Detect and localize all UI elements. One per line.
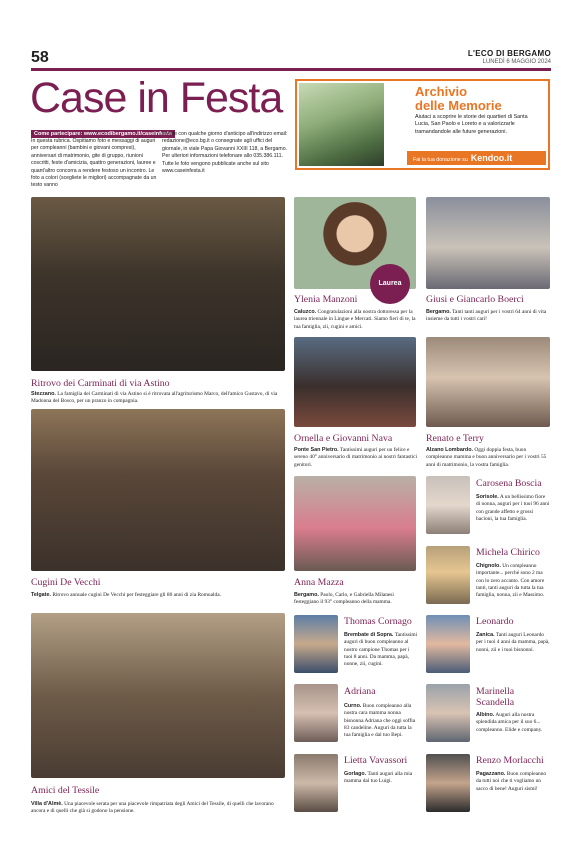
entry-name-ornella: Ornella e Giovanni Nava (294, 433, 393, 444)
intro-text-col2: inviate con qualche giorno d'anticipo all'indirizzo email: redazione@eco.bg.it o consegnate agli uffici del giornale, in viale Papa Giovanni XXIII 118, a Bergamo. Per ulteriori informazioni telefonare allo 035.386.111. Tutte le foto vengono pubblicate anche sul sito www.caseinfesta.it (162, 131, 288, 175)
entry-text-carosena: Sorisole. A un bellissimo fiore di nonna, auguri per i tuoi 96 anni con grande affetto e grossi bacioni, la tua famiglia. (476, 494, 550, 522)
entry-text-carminati: Stezzano. La famiglia dei Carminati di via Astino si è ritrovata all'agriturismo Marco, dell'amico Gustavo, di via Madonna del Bosco, per un pranzo in compagnia. (31, 391, 278, 405)
photo-de-vecchi (31, 409, 285, 571)
photo-renzo (426, 754, 470, 812)
entry-text-renato: Alzano Lombardo. Oggi doppia festa, buon compleanno mamma e buon anniversario per i vostri 55 anni di matrimonio, la vostra famiglia. (426, 447, 547, 468)
entry-name-carminati: Ritrovo dei Carminati di via Astino (31, 378, 170, 389)
entry-name-thomas: Thomas Cornago (344, 616, 412, 627)
photo-marinella (426, 684, 470, 742)
kendoo-logo: Kendoo.it (470, 153, 513, 163)
header-rule (31, 68, 551, 71)
archive-ad[interactable] (295, 79, 550, 170)
archive-ad-text: Aiutaci a scoprire le storie dei quartieri di Santa Lucia, San Paolo e Loreto e a valorizzarle tramandandole alle future generazioni. (415, 114, 528, 135)
entry-text-marinella: Albino. Auguri alla nostra splendida amica per il suo 6... compleanno. Elide e company. (476, 712, 543, 733)
photo-giusi (426, 197, 550, 289)
entry-name-ylenia: Ylenia Manzoni (294, 294, 358, 305)
publication-date: LUNEDÌ 6 MAGGIO 2024 (482, 59, 551, 65)
entry-text-thomas: Brembate di Sopra. Tantissimi auguri di buon compleanno al nostro campione Thomas per i tuoi 8 anni. Da mamma, papà, nonne, zii, cugini. (344, 632, 418, 668)
archive-ad-title: Archivio delle Memorie (415, 84, 502, 113)
photo-anna (294, 476, 416, 571)
page-number: 58 (31, 49, 49, 66)
archive-ad-photo (299, 83, 384, 166)
photo-ornella (294, 337, 416, 427)
entry-text-adriana: Curno. Buon compleanno alla nostra cara mamma nonna bisnonna Adriana che oggi soffia 83 candeline. Auguri da tutta la tua famiglia e dal tuo Bepi. (344, 703, 416, 739)
entry-name-anna: Anna Mazza (294, 577, 344, 588)
photo-carosena (426, 476, 470, 534)
entry-text-de-vecchi: Telgate. Ritrovo annuale cugini De Vecchi per festeggiare gli 80 anni di zia Romualda. (31, 592, 221, 598)
entry-name-renzo: Renzo Morlacchi (476, 755, 544, 766)
entry-text-michela: Chignolo. Un compleanno importante... perché sono 2 ma con lo zero accanto. Con amore tanti, tanti auguri da tutta la tua famiglia, nonna, zii e Massimo. (476, 563, 545, 599)
entry-name-de-vecchi: Cugini De Vecchi (31, 577, 101, 588)
entry-text-leonardo: Zanica. Tanti auguri Leonardo per i tuoi 4 anni da mamma, papà, nonni, zii e i tuoi bisnonni. (476, 632, 550, 653)
entry-text-ylenia: Caluzco. Congratulazioni alla nostra dottoressa per la laurea triennale in Lingue e Mercati. Siamo fieri di te, la tua famiglia, zii, cugini e amici. (294, 309, 416, 330)
entry-name-giusi: Giusi e Giancarlo Boerci (426, 294, 524, 305)
publication-name: L'ECO DI BERGAMO (467, 49, 551, 58)
entry-name-amici-tessile: Amici del Tessile (31, 785, 100, 796)
archive-ad-donate-bar[interactable]: Fai la tua donazione su Kendoo.it (407, 151, 546, 165)
entry-name-leonardo: Leonardo (476, 616, 514, 627)
entry-text-ornella: Ponte San Pietro. Tantissimi auguri per un felice e sereno 40° anniversario di matrimonio ai nostri fantastici genitori. (294, 447, 417, 468)
entry-name-carosena: Carosena Boscia (476, 478, 542, 489)
entry-name-adriana: Adriana (344, 686, 376, 697)
entry-text-lietta: Gorlago. Tanti auguri alla mia mamma dal tuo Luigi. (344, 771, 413, 785)
entry-name-michela: Michela Chirico (476, 547, 540, 558)
entry-name-renato: Renato e Terry (426, 433, 484, 444)
section-title: Case in Festa (30, 74, 283, 122)
photo-michela (426, 546, 470, 604)
photo-lietta (294, 754, 338, 812)
photo-leonardo (426, 615, 470, 673)
photo-amici-tessile (31, 613, 285, 778)
photo-renato (426, 337, 550, 427)
entry-text-renzo: Pagazzano. Buon compleanno da tutti noi che ti vogliamo un sacco di bene! Auguri sismi! (476, 771, 547, 792)
masthead (468, 49, 551, 65)
photo-adriana (294, 684, 338, 742)
entry-text-amici-tessile: Villa d'Almè. Una piacevole serata per una piacevole rimpatriata degli Amici del Tessile, di quelli che lavorano ancora e di quelli che già si godono la pensione. (31, 801, 274, 815)
how-to-participate-label: Come partecipare: www.ecodibergamo.it/caseinfesta (31, 130, 175, 138)
entry-name-marinella: Marinella Scandella (476, 686, 515, 708)
entry-name-lietta: Lietta Vavassori (344, 755, 408, 766)
photo-thomas (294, 615, 338, 673)
laurea-badge: Laurea (370, 264, 410, 304)
entry-text-giusi: Bergamo. Tanti tanti auguri per i vostri 64 anni di vita insieme da tutti i vostri cari! (426, 309, 547, 323)
intro-text-col1: In questa rubrica. Ospitiamo foto e messaggi di auguri per compleanni (bambini e giovani compresi), anniversari di matrimonio, gite di gruppo, riunioni coscritti, feste d'amicizia, quattro generazioni, lauree e quant'altro concorra a rendere festoso un incontro. Le foto a colori (scegliete le migliori) accompagnate da un testo vanno (31, 138, 157, 189)
entry-text-anna: Bergamo. Paolo, Carlo, e Gabriella Milanesi festeggiano il 93° compleanno della mamma. (294, 592, 394, 606)
photo-carminati (31, 197, 285, 371)
